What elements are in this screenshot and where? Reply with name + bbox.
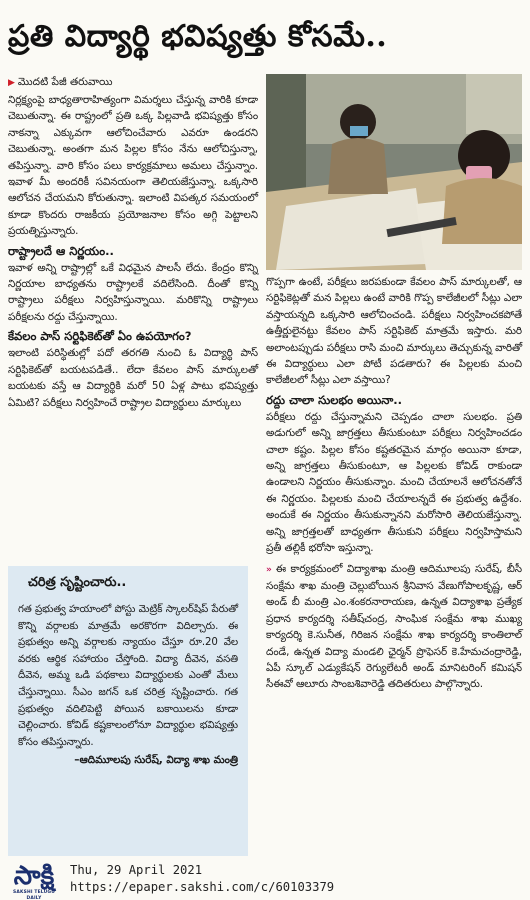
right-paragraph-2: పరీక్షలు రద్దు చేస్తున్నామని చెప్పడం చాలా సులభం. ప్రతి అడుగులో అన్ని జాగ్రత్తలు తీసుకుంటూ పరీక్షలు నిర్వహించడం చాలా కష్టం. పిల్లల కోసం కష్టతరమైన మార్గం అయినా కూడా, అన్ని జాగ్రత్తలు తీసుకుంటూ, ఆ పిల్లలకు కోవిడ్ రాకుండా ఉండాలని నిర్ణయం తీసుకున్నాం. మంచి చేయాలనే ఆలోచనతోనే ఈ నిర్ణయం. పిల్లలకు మంచి చేయాలన్నదే ఈ ప్రభుత్వ ఉద్దేశం. అందుకే ఈ నిర్ణయం తీసుకున్నానని మరోసారి తెలియజేస్తున్నా. అన్ని జాగ్రత్తలతో బాధ్యతగా తీసుకుని పరీక్షలు నిర్వహిస్తామని ప్రతీ తల్లికీ భరోసా ఇస్తున్నా. (266, 410, 522, 555)
logo-tagline: SAKSHI TELUGU DAILY (13, 890, 55, 900)
continued-from-front-page (8, 74, 258, 91)
logo-text: సాక్షి (13, 861, 55, 891)
double-chevron-icon: » (266, 564, 272, 575)
sidebar-box (8, 566, 248, 856)
students-exam-photo (266, 74, 522, 270)
publication-date: Thu, 29 April 2021 (70, 863, 203, 877)
red-triangle-icon: ▶ (8, 78, 15, 88)
headline: ప్రతి విద్యార్థి భవిష్యత్తు కోసమే.. (8, 19, 388, 54)
right-paragraph-1: గొప్పగా ఉంటే, పరీక్షలు జరపకుండా కేవలం పాస్ మార్కులతో, ఆ సర్టిఫికెట్లతో మన పిల్లలు ఉంటే వారికి గొప్ప కాలేజీలలో సీట్లు ఎలా వస్తాయన్నది ఒక్కసారి ఆలోచించండి. పరీక్షలు నిర్వహించకపోతే ఉత్తీర్ణులైనట్టు కేవలం పాస్ సర్టిఫికెట్ మాత్రమే ఇస్తారు. మరి అలాంటప్పుడు పరీక్షలు రాసి మంచి మార్కులు తెచ్చుకున్న వారితో ఈ విద్యార్థులు ఎలా పోటీ పడతారు? ఈ పిల్లలకు మంచి కాలేజీలలో సీట్లు ఎలా వస్తాయి? (266, 276, 522, 387)
right-paragraph-3 (266, 561, 522, 693)
page-footer (0, 860, 530, 900)
box-body: గత ప్రభుత్వ హయాంలో పోస్టు మెట్రిక్ స్కాలర్‌షిప్ పేరుతో కొన్ని వర్గాలకు మాత్రమే అరకొరగా విదిల్చారు. ఈ ప్రభుత్వం అన్ని వర్గాలకు న్యాయం చేస్తూ రూ.20 వేల వరకు ఆర్థిక సహాయం చేస్తోంది. విద్యా దీవెన, వసతి దీవెన, అమ్మ ఒడి పథకాలు విద్యార్థులకు ఎంతో మేలు చేస్తున్నాయి. సీఎం జగన్ ఒక చరిత్ర సృష్టించారు. గత ప్రభుత్వం వదిలిపెట్టి పోయిన బకాయిలను కూడా చెల్లించారు. కోవిడ్ కష్టకాలంలోనూ విద్యార్థుల భవిష్యత్తు కోసం తపిస్తున్నారు. (18, 604, 238, 748)
box-title: చరిత్ర సృష్టించారు.. (28, 575, 127, 590)
left-paragraph-2: ఇవాళ అన్ని రాష్ట్రాల్లో ఒకే విధమైన పాలసీ లేదు. కేంద్రం కొన్ని నిర్ణయాల బాధ్యతను రాష్ట్రాలకే వదిలేసింది. దీంతో కొన్ని రాష్ట్రాలు పరీక్షలు నిర్వహిస్తున్నాయి. మరికొన్ని రాష్ట్రాలు పరీక్షలను రద్దు చేస్తున్నాయి. (8, 261, 258, 323)
footer-meta (70, 862, 334, 896)
continued-label: మొదటి పేజీ తరువాయి (17, 76, 113, 88)
box-signature: –ఆదిమూలపు సురేష్, విద్యా శాఖ మంత్రి (74, 754, 238, 767)
epaper-link[interactable]: https://epaper.sakshi.com/c/60103379 (70, 880, 335, 894)
subhead-pass-certificate: కేవలం పాస్ సర్టిఫికెట్‌తో ఏం ఉపయోగం? (8, 329, 192, 344)
photo-illustration (266, 74, 522, 270)
subhead-states-decision: రాష్ట్రాలదే ఆ నిర్ణయం.. (8, 243, 114, 258)
right-column (266, 74, 522, 693)
sakshi-logo (6, 862, 62, 898)
subhead-cancellation-easy: రద్దు చాలా సులభం అయినా.. (266, 392, 403, 407)
left-paragraph-1: నిర్లక్ష్యంపై బాధ్యతారాహిత్యంగా విమర్శలు చేస్తున్న వారికి కూడా చెబుతున్నా. ఈ రాష్ట్రంలో ప్రతి ఒక్క పిల్లవాడి భవిష్యత్తు కోసం నాకన్నా ఎక్కువగా ఆలోచించేవారు ఎవరూ ఉండరని చెబుతున్నా. అంతగా మన పిల్లల కోసం నేను ఆలోచిస్తున్నా, తపిస్తున్నా. వారి కోసం పలు కార్యక్రమాలు అమలు చేస్తున్నాం. ఇవాళ మీ అందరికీ సవినయంగా తెలియజేస్తున్నా. ఒక్కసారి ఆలోచన చేయమని కోరుతున్నా. ఇలాంటి విపత్కర సమయంలో కూడా కొందరు రాజకీయ ప్రయోజనాల కోసం అగ్గి పెట్టాలని ప్రయత్నిస్తున్నారు. (8, 94, 258, 238)
left-paragraph-3: ఇలాంటి పరిస్థితుల్లో పదో తరగతి నుంచి ఓ విద్యార్థి పాస్ సర్టిఫికెట్‌తో బయటపడితే.. లేదా కేవలం పాస్ మార్కులతో బయటకు వస్తే ఆ విద్యార్థికి మరో 50 ఏళ్ల పాటు భవిష్యత్తు ఏమిటి? పరీక్షలు నిర్వహించే రాష్ట్రాల విద్యార్థులు మార్కులు (8, 347, 258, 409)
right-paragraph-3-text: ఈ కార్యక్రమంలో విద్యాశాఖ మంత్రి ఆదిమూలపు సురేష్, బీసీ సంక్షేమ శాఖ మంత్రి చెల్లుబోయిన శ్రీనివాస వేణుగోపాలకృష్ణ, ఆర్ అండ్ బీ మంత్రి ఎం.శంకరనారాయణ, ఉన్నత విద్యాశాఖ ప్రత్యేక ప్రధాన కార్యదర్శి సతీష్‌చంద్ర, సాంఘిక సంక్షేమ శాఖ ముఖ్య కార్యదర్శి కె.సునీత, గిరిజన సంక్షేమ శాఖ కార్యదర్శి కాంతిలాల్ దండే, ఉన్నత విద్యా మండలి ఛైర్మన్ ప్రొఫెసర్ కె.హేమచంద్రారెడ్డి, ఏపీ స్కూల్ ఎడ్యుకేషన్ రెగ్యులేటరీ అండ్ మానిటరింగ్ కమిషన్ సీఈవో ఆలూరు సాంబశివారెడ్డి తదితరులు పాల్గొన్నారు. (266, 562, 522, 691)
left-column (8, 74, 258, 411)
